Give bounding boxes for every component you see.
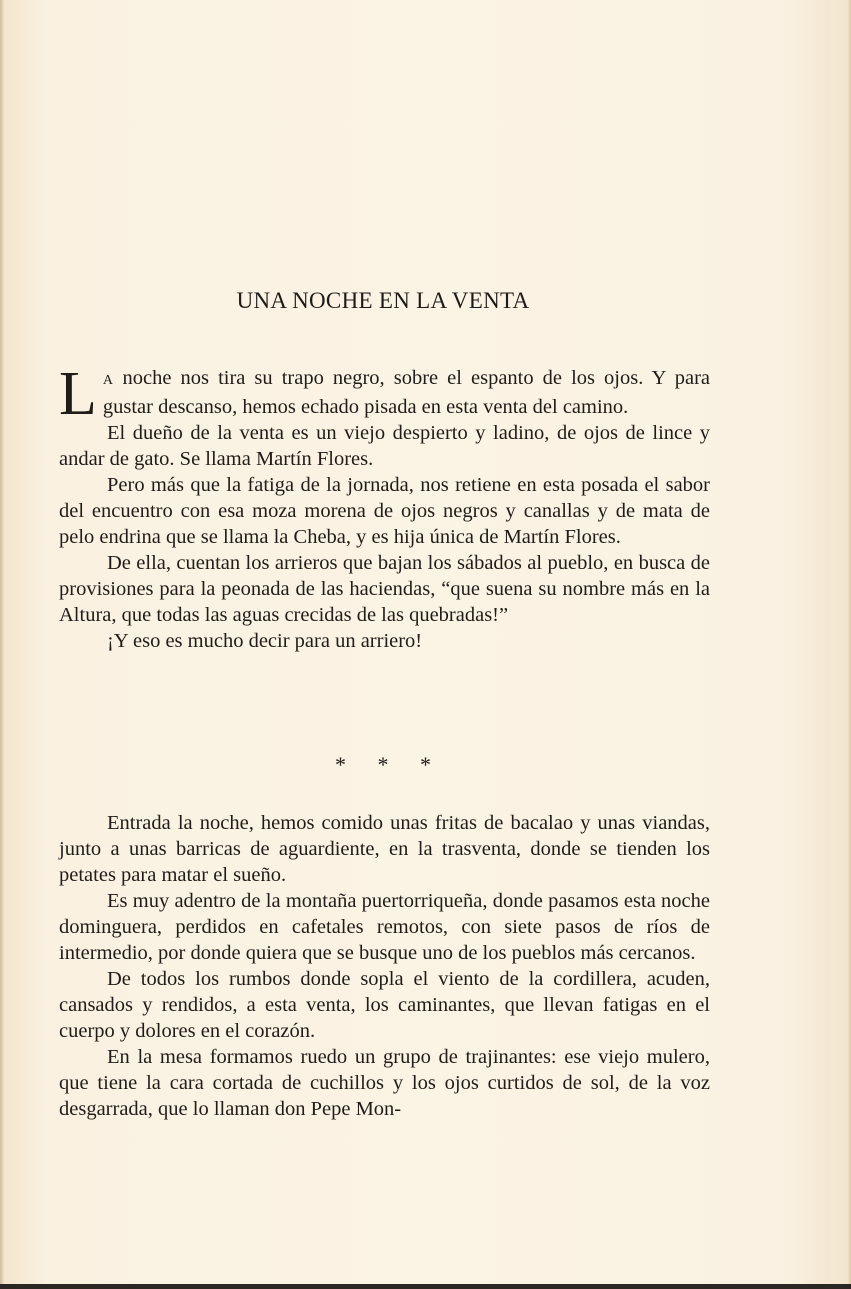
page-left-edge bbox=[0, 0, 4, 1289]
paragraph: El dueño de la venta es un viejo despierto y ladino, de ojos de lince y andar de gato. Se llama Martín Flores. bbox=[59, 422, 710, 470]
chapter-title: UNA NOCHE EN LA VENTA bbox=[236, 288, 530, 313]
paragraph: Pero más que la fatiga de la jornada, nos retiene en esta posada el sabor del encuentro con esa moza morena de ojos negros y canallas y de mata de pelo endrina que se llama la Cheba, y es hija única de Martín Flores. bbox=[59, 474, 710, 548]
paragraph-1 bbox=[59, 360, 710, 428]
paragraph-1-text: noche nos tira su trapo negro, sobre el espanto de los ojos. Y para gustar descanso, hemos echado pisada en esta venta del camino. bbox=[102, 367, 710, 418]
paragraph: De ella, cuentan los arrieros que bajan los sábados al pueblo, en busca de provisiones para la peonada de las haciendas, “que suena su nombre más en la Altura, que todas las aguas crecidas de las quebradas!” bbox=[59, 552, 710, 626]
paragraph: ¡Y eso es mucho decir para un arriero! bbox=[107, 630, 423, 652]
paragraph: Entrada la noche, hemos comido unas fritas de bacalao y unas viandas, junto a unas barricas de aguardiente, en la trasventa, donde se tienden los petates para matar el sueño. bbox=[59, 812, 710, 886]
small-caps-letter: A bbox=[102, 373, 114, 388]
paragraph: De todos los rumbos donde sopla el viento de la cordillera, acuden, cansados y rendidos, a esta venta, los caminantes, que llevan fatigas en el cuerpo y dolores en el corazón. bbox=[59, 968, 710, 1042]
body-text-section-2 bbox=[59, 810, 710, 1122]
body-text-section-1 bbox=[59, 360, 710, 654]
paragraph: En la mesa formamos ruedo un grupo de trajinantes: ese viejo mulero, que tiene la cara cortada de cuchillos y los ojos curtidos de sol, de la voz desgarrada, que lo llaman don Pepe Mon- bbox=[59, 1046, 710, 1120]
section-separator: * * * bbox=[335, 752, 431, 777]
page-bottom-edge bbox=[0, 1284, 851, 1289]
drop-cap-letter: L bbox=[59, 360, 97, 428]
paragraph: Es muy adentro de la montaña puertorriqueña, donde pasamos esta noche dominguera, perdidos en cafetales remotos, con siete pasos de ríos de intermedio, por donde quiera que se busque uno de los pueblos más cercanos. bbox=[59, 890, 710, 964]
